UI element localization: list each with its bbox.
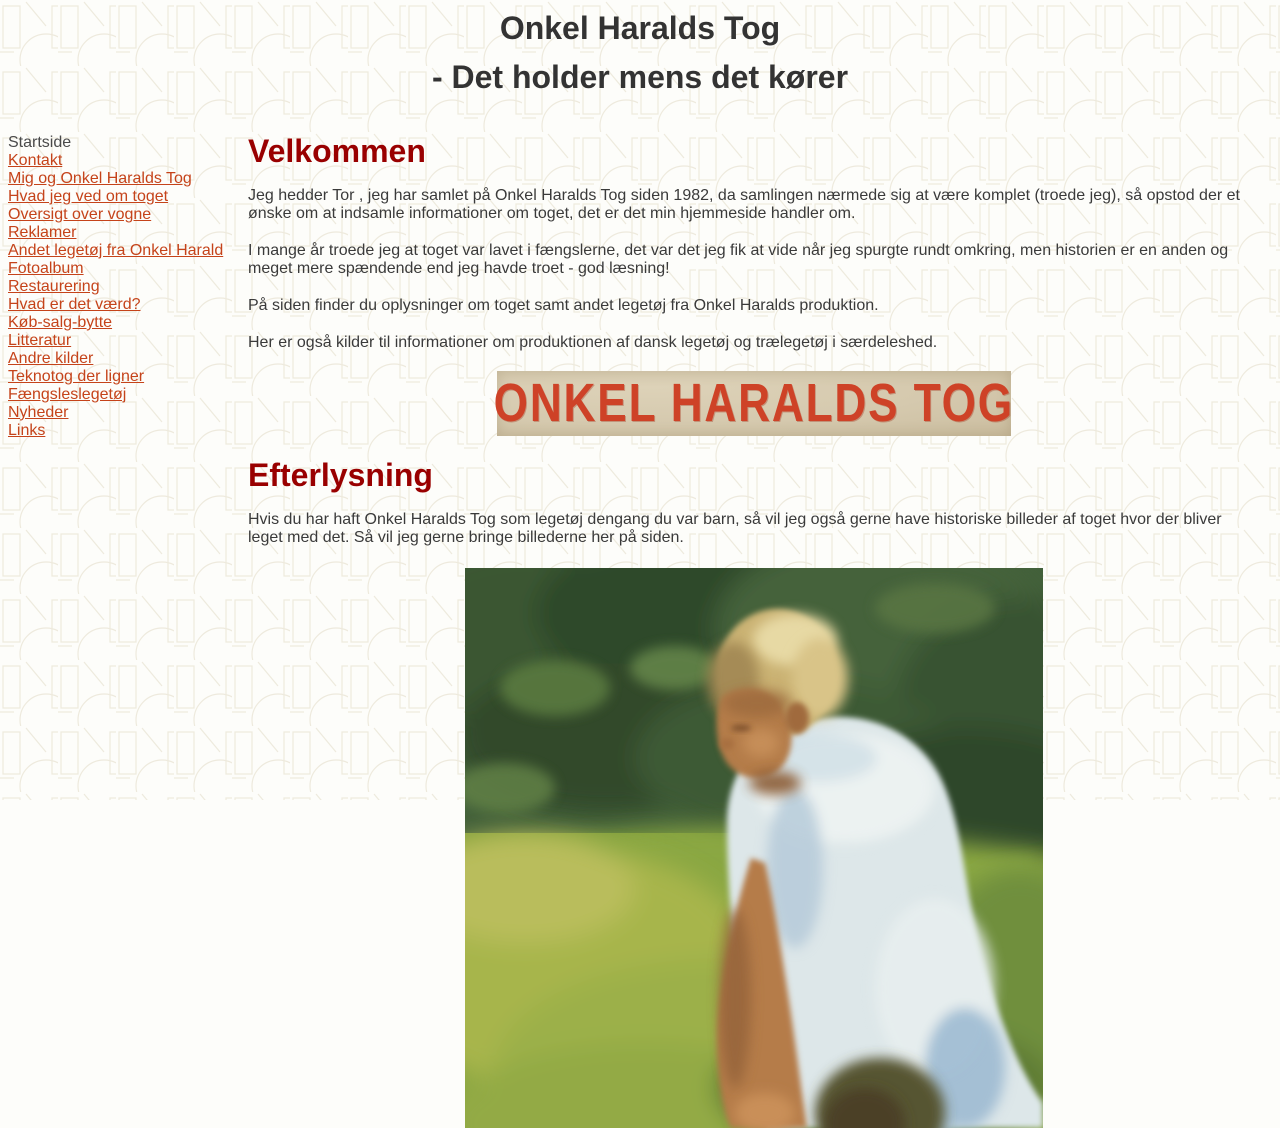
sidebar-link-køb-salg-bytte[interactable]: Køb-salg-bytte xyxy=(8,314,113,331)
sidebar-item-startside: Startside xyxy=(8,134,72,151)
sidebar-link-reklamer[interactable]: Reklamer xyxy=(8,224,77,241)
efterlysning-section xyxy=(248,511,1260,547)
main-content xyxy=(248,134,1260,1128)
page-subtitle: - Det holder mens det kører xyxy=(431,59,849,95)
efterlysning-paragraph-1: Hvis du har haft Onkel Haralds Tog som legetøj dengang du var barn, så vil jeg også gerne have historiske billeder af toget hvor der bliver leget med det. Så vil jeg gerne bringe billederne her på siden. xyxy=(248,511,1222,546)
sidebar-link-oversigt-over-vogne[interactable]: Oversigt over vogne xyxy=(8,206,152,223)
welcome-section xyxy=(248,187,1260,352)
welcome-paragraph-2: I mange år troede jeg at toget var lavet i fængslerne, det var det jeg fik at vide når jeg spurgte rundt omkring, men historien er en anden og meget mere spændende end jeg havde troet - god læsning! xyxy=(248,242,1229,277)
sidebar-link-links[interactable]: Links xyxy=(8,422,46,439)
sidebar-link-restaurering[interactable]: Restaurering xyxy=(8,278,100,295)
efterlysning-heading: Efterlysning xyxy=(248,457,433,493)
layout xyxy=(0,134,1280,1128)
sidebar-link-litteratur[interactable]: Litteratur xyxy=(8,332,72,349)
sidebar-link-teknotog-der-ligner[interactable]: Teknotog der ligner xyxy=(8,368,145,385)
logo-banner-text: ONKEL HARALDS TOG xyxy=(493,373,1015,434)
welcome-paragraph-3: På siden finder du oplysninger om toget samt andet legetøj fra Onkel Haralds produktion. xyxy=(248,297,879,314)
sidebar-link-fængsleslegetøj[interactable]: Fængsleslegetøj xyxy=(8,386,127,403)
sidebar-link-mig-og-onkel-haralds-tog[interactable]: Mig og Onkel Haralds Tog xyxy=(8,170,192,187)
logo-banner-image xyxy=(493,371,1015,436)
sidebar-link-andre-kilder[interactable]: Andre kilder xyxy=(8,350,94,367)
sidebar-link-andet-legetøj-fra-onkel-harald[interactable]: Andet legetøj fra Onkel Harald xyxy=(8,242,224,259)
sidebar-nav xyxy=(8,134,244,440)
painting-boy-image xyxy=(465,568,1043,1128)
sidebar-link-nyheder[interactable]: Nyheder xyxy=(8,404,69,421)
welcome-heading: Velkommen xyxy=(248,133,426,169)
page-title: Onkel Haralds Tog xyxy=(499,10,781,46)
sidebar-link-hvad-jeg-ved-om-toget[interactable]: Hvad jeg ved om toget xyxy=(8,188,169,205)
welcome-paragraph-1: Jeg hedder Tor , jeg har samlet på Onkel Haralds Tog siden 1982, da samlingen nærmede sig at være komplet (troede jeg), så opstod der et ønske om at indsamle informationer om toget, det er det min hjemmeside handler om. xyxy=(248,187,1240,222)
sidebar-link-hvad-er-det-værd[interactable]: Hvad er det værd? xyxy=(8,296,141,313)
sidebar-link-fotoalbum[interactable]: Fotoalbum xyxy=(8,260,84,277)
sidebar-link-kontakt[interactable]: Kontakt xyxy=(8,152,63,169)
welcome-paragraph-4: Her er også kilder til informationer om produktionen af dansk legetøj og trælegetøj i særdeleshed. xyxy=(248,334,938,351)
page xyxy=(0,10,1280,1128)
